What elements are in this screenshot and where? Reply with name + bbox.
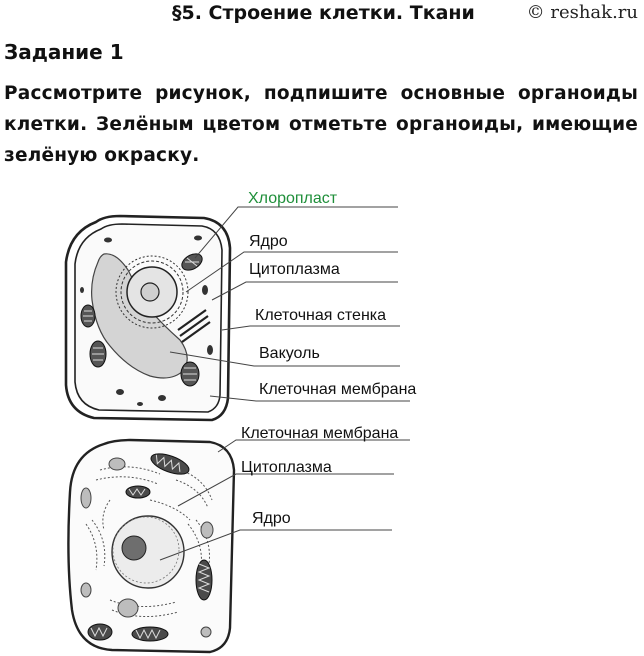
chloroplast [90,341,106,367]
mitochondrion [196,560,212,600]
ribosome [80,287,84,293]
vesicle [118,599,138,617]
mitochondrion [194,236,202,241]
label-chloroplast: Хлоропласт [248,190,338,207]
mitochondrion [116,389,124,395]
chloroplast [81,305,95,327]
animal-cell-drawing [68,440,234,652]
vesicle [81,488,91,508]
mitochondrion [126,486,150,498]
label-animal-cytoplasm: Цитоплазма [241,459,332,476]
watermark: © reshak.ru [526,2,638,23]
plant-cell-drawing [66,216,230,420]
mitochondrion [202,285,208,295]
label-cell-wall: Клеточная стенка [255,307,387,324]
vesicle [109,458,125,470]
label-animal-nucleus: Ядро [252,510,291,527]
mitochondrion [158,395,166,401]
animal-nucleolus [122,536,146,560]
task-heading: Задание 1 [4,40,124,64]
label-nucleus: Ядро [249,233,288,250]
mitochondrion [104,238,112,243]
vesicle [201,522,213,538]
label-cytoplasm: Цитоплазма [249,261,340,278]
chloroplast [181,362,199,386]
label-vacuole: Вакуоль [259,345,320,362]
label-cell-membrane: Клеточная мембрана [259,381,417,398]
task-text: Рассмотрите рисунок, подпишите основные органоиды клетки. Зелёным цветом отметьте органоиды, имеющие зелёную окраску. [4,83,638,166]
mitochondrion [207,345,213,355]
mitochondrion [88,624,112,640]
mitochondrion [132,627,168,641]
ribosome [137,402,143,406]
vesicle [81,583,91,597]
nucleolus [141,283,159,301]
label-animal-cell-membrane: Клеточная мембрана [241,425,399,442]
vesicle [201,627,211,637]
section-title: §5. Строение клетки. Ткани [172,2,475,24]
